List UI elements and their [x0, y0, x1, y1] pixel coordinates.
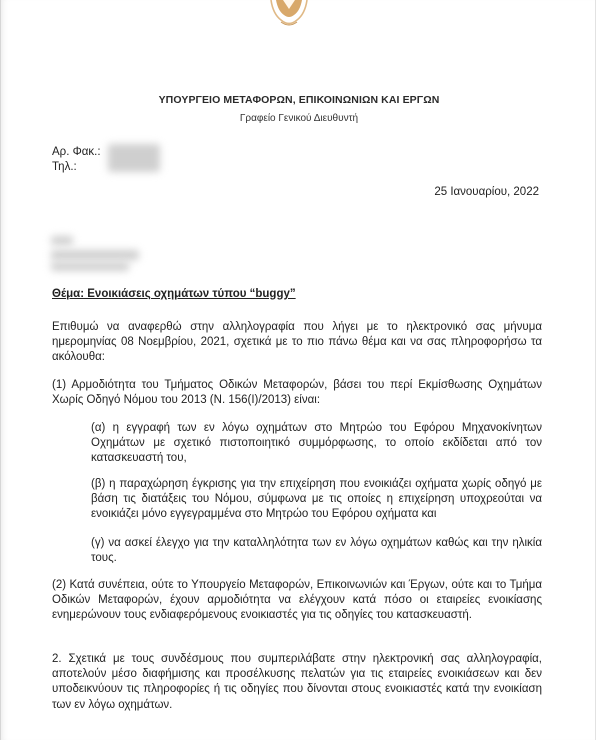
paragraph-2: (2) Κατά συνέπεια, ούτε το Υπουργείο Μεταφορών, Επικοινωνιών και Έργων, ούτε και το Τμήμα Οδικών Μεταφορών, έχουν αρμοδιότητα να ελέγχουν κατά πόσο οι εταιρείες ενοικίασης ενημερώνουν τους ενδιαφερόμενους ενοικιαστές για τις οδηγίες του κατασκευαστή.: [52, 579, 542, 622]
paragraph-1: (1) Αρμοδιότητα του Τμήματος Οδικών Μεταφορών, βάσει του περί Εκμίσθωσης Οχημάτων Χωρίς Οδηγό Νόμου του 2013 (Ν. 156(Ι)/2013) είναι:: [52, 379, 542, 407]
paragraph-1a: (α) η εγγραφή των εν λόγω οχημάτων στο Μητρώο του Εφόρου Μηχανοκίνητων Οχημάτων με σχετικό πιστοποιητικό συμμόρφωσης, το οποίο εκδίδεται από τον κατασκευαστή του,: [91, 422, 542, 465]
letter-date: 25 Ιανουαρίου, 2022: [434, 186, 539, 198]
paragraph-1c: (γ) να ασκεί έλεγχο για την καταλληλότητα των εν λόγω οχημάτων καθώς και την ηλικία τους.: [91, 537, 542, 565]
office-name: Γραφείο Γενικού Διευθυντή: [239, 113, 359, 124]
reference-block: [52, 145, 101, 175]
phone-label: Τηλ.:: [52, 161, 77, 173]
redacted-reference: [108, 144, 160, 172]
letter-subject: Θέμα: Ενοικιάσεις οχημάτων τύπου “buggy”: [52, 288, 296, 300]
paragraph-intro: Επιθυμώ να αναφερθώ στην αλληλογραφία που λήγει με το ηλεκτρονικό σας μήνυμα ημερομηνίας 08 Νοεμβρίου, 2021, σχετικά με το πιο πάνω θέμα και να σας πληροφορήσω τα ακόλουθα:: [52, 321, 542, 364]
file-number-label: Αρ. Φακ.:: [52, 146, 101, 158]
paragraph-1b: (β) η παραχώρηση έγκρισης για την επιχείρηση που ενοικιάζει οχήματα χωρίς οδηγό με βάση τις διατάξεις του Νόμου, σύμφωνα με τις οποίες η επιχείρηση υποχρεούται να ενοικιάζει μόνο εγγεγραμμένα στο Μητρώο του Εφόρου οχήματα και: [91, 478, 542, 521]
coat-of-arms-icon: [267, 0, 311, 30]
ministry-name: ΥΠΟΥΡΓΕΙΟ ΜΕΤΑΦΟΡΩΝ, ΕΠΙΚΟΙΝΩΝΙΩΝ ΚΑΙ ΕΡΓΩΝ: [158, 94, 440, 106]
paragraph-3: 2. Σχετικά με τους συνδέσμους που συμπεριλάβατε στην ηλεκτρονική σας αλληλογραφία, αποτελούν μέσο διαφήμισης και προσέλκυσης πελατών για τις εταιρείες ενοικιάσεων και δεν υποδεικνύουν τις πληροφορίες ή τις οδηγίες που δίνονται στους ενοικιαστές κατά την ενοικίαση των εν λόγω οχημάτων.: [52, 653, 542, 711]
